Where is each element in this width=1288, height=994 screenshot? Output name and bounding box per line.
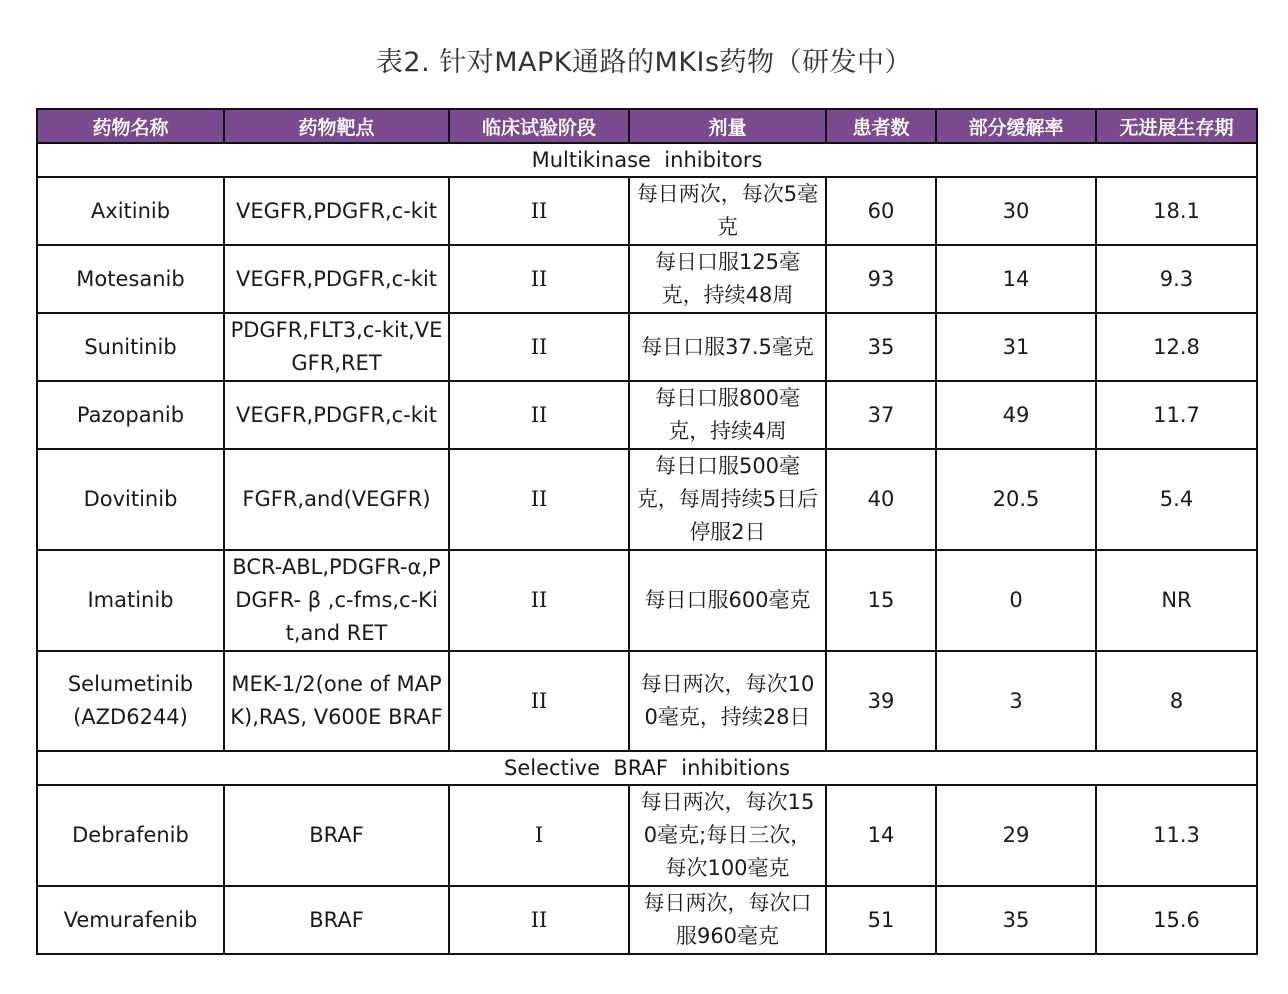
pfs-cell: 12.8 [1096, 313, 1257, 381]
patients-cell: 93 [826, 245, 936, 313]
phase-cell: II [449, 550, 629, 651]
section-row [37, 751, 1257, 785]
section-label: Selective BRAF inhibitions [37, 751, 1257, 785]
target-cell: BRAF [224, 886, 449, 954]
phase-cell: I [449, 785, 629, 886]
pr-rate-cell: 0 [936, 550, 1096, 651]
dose-cell: 每日两次，每次口服960毫克 [629, 886, 826, 954]
pfs-cell: 15.6 [1096, 886, 1257, 954]
section-label: Multikinase inhibitors [37, 143, 1257, 177]
pr-rate-cell: 31 [936, 313, 1096, 381]
pfs-cell: 18.1 [1096, 177, 1257, 245]
column-header: 临床试验阶段 [449, 109, 629, 143]
column-header: 药物名称 [37, 109, 224, 143]
pfs-cell: NR [1096, 550, 1257, 651]
target-cell: BRAF [224, 785, 449, 886]
table-row [37, 381, 1257, 449]
header-row [37, 109, 1257, 143]
pr-rate-cell: 14 [936, 245, 1096, 313]
pr-rate-cell: 35 [936, 886, 1096, 954]
target-cell: VEGFR,PDGFR,c-kit [224, 177, 449, 245]
target-cell: PDGFR,FLT3,c-kit,VEGFR,RET [224, 313, 449, 381]
target-cell: VEGFR,PDGFR,c-kit [224, 245, 449, 313]
patients-cell: 51 [826, 886, 936, 954]
dose-cell: 每日两次，每次100毫克，持续28日 [629, 651, 826, 751]
table-row [37, 785, 1257, 886]
table-row [37, 313, 1257, 381]
dose-cell: 每日口服500毫克，每周持续5日后停服2日 [629, 449, 826, 550]
target-cell: BCR-ABL,PDGFR-α,PDGFR- β ,c-fms,c-Kit,and RET [224, 550, 449, 651]
drug-name-cell: Selumetinib (AZD6244) [37, 651, 224, 751]
patients-cell: 14 [826, 785, 936, 886]
target-cell: VEGFR,PDGFR,c-kit [224, 381, 449, 449]
drug-name-cell: Pazopanib [37, 381, 224, 449]
table-row [37, 449, 1257, 550]
patients-cell: 37 [826, 381, 936, 449]
pr-rate-cell: 20.5 [936, 449, 1096, 550]
table-row [37, 886, 1257, 954]
pfs-cell: 11.3 [1096, 785, 1257, 886]
column-header: 剂量 [629, 109, 826, 143]
section-row [37, 143, 1257, 177]
dose-cell: 每日口服125毫克，持续48周 [629, 245, 826, 313]
pfs-cell: 11.7 [1096, 381, 1257, 449]
drug-name-cell: Axitinib [37, 177, 224, 245]
pfs-cell: 9.3 [1096, 245, 1257, 313]
drug-name-cell: Imatinib [37, 550, 224, 651]
target-cell: MEK-1/2(one of MAPK),RAS, V600E BRAF [224, 651, 449, 751]
target-cell: FGFR,and(VEGFR) [224, 449, 449, 550]
dose-cell: 每日两次，每次150毫克;每日三次，每次100毫克 [629, 785, 826, 886]
column-header: 无进展生存期 [1096, 109, 1257, 143]
pr-rate-cell: 3 [936, 651, 1096, 751]
phase-cell: II [449, 651, 629, 751]
phase-cell: II [449, 381, 629, 449]
patients-cell: 39 [826, 651, 936, 751]
phase-cell: II [449, 449, 629, 550]
drug-name-cell: Vemurafenib [37, 886, 224, 954]
phase-cell: II [449, 313, 629, 381]
dose-cell: 每日口服800毫克，持续4周 [629, 381, 826, 449]
drug-name-cell: Dovitinib [37, 449, 224, 550]
dose-cell: 每日口服600毫克 [629, 550, 826, 651]
table-row [37, 177, 1257, 245]
column-header: 部分缓解率 [936, 109, 1096, 143]
column-header: 患者数 [826, 109, 936, 143]
pr-rate-cell: 49 [936, 381, 1096, 449]
pfs-cell: 5.4 [1096, 449, 1257, 550]
table-body [37, 143, 1257, 954]
table-row [37, 550, 1257, 651]
table-row [37, 245, 1257, 313]
phase-cell: II [449, 177, 629, 245]
drug-name-cell: Motesanib [37, 245, 224, 313]
patients-cell: 60 [826, 177, 936, 245]
pfs-cell: 8 [1096, 651, 1257, 751]
table-row [37, 651, 1257, 751]
pr-rate-cell: 30 [936, 177, 1096, 245]
phase-cell: II [449, 245, 629, 313]
drug-name-cell: Sunitinib [37, 313, 224, 381]
drug-table [36, 108, 1258, 955]
dose-cell: 每日口服37.5毫克 [629, 313, 826, 381]
patients-cell: 35 [826, 313, 936, 381]
phase-cell: II [449, 886, 629, 954]
drug-name-cell: Debrafenib [37, 785, 224, 886]
patients-cell: 40 [826, 449, 936, 550]
dose-cell: 每日两次，每次5毫克 [629, 177, 826, 245]
table-title: 表2. 针对MAPK通路的MKIs药物（研发中） [375, 47, 913, 78]
column-header: 药物靶点 [224, 109, 449, 143]
patients-cell: 15 [826, 550, 936, 651]
pr-rate-cell: 29 [936, 785, 1096, 886]
